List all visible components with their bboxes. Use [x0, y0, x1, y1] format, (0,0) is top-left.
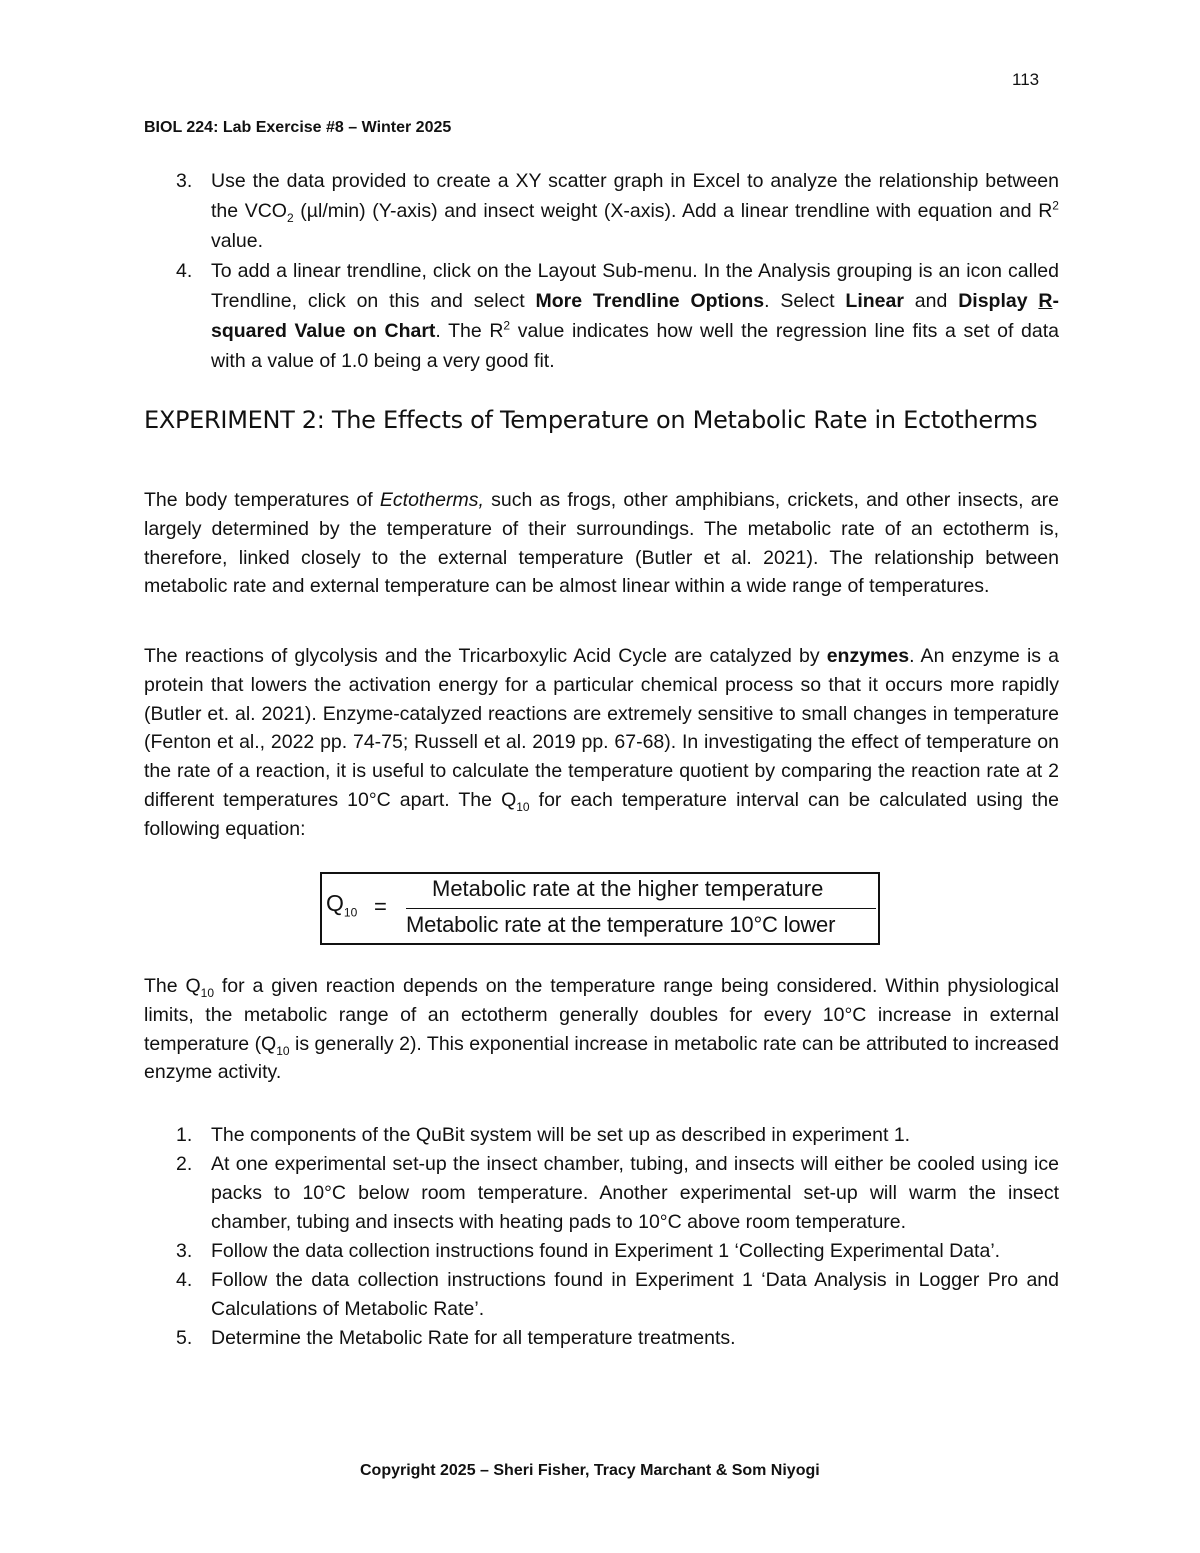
equation-denominator: Metabolic rate at the temperature 10°C lower — [406, 912, 836, 937]
list-item: 3. Use the data provided to create a XY scatter graph in Excel to analyze the relationship between the $VCO_2$ (µl/min) (Y-axis) and insect weight (X-axis). Add a linear trendline with equation and $R^2$ value. — [144, 166, 1059, 256]
fraction-bar — [406, 908, 876, 909]
list-number: 4. — [176, 1269, 193, 1291]
q10-symbol: $Q_{10}$ — [326, 890, 358, 920]
equals-sign: = — [374, 894, 387, 919]
paragraph-q10: The $Q_{10}$ for a given reaction depends on the temperature range being considered. Within physiological limits, the metabolic range of an ectotherm generally doubles for every 10°C increase in external temperature ($Q_{10}$ is generally 2). This exponential increase in metabolic rate can be attributed to increased enzyme activity. — [144, 975, 1059, 1084]
list-item: 5. Determine the Metabolic Rate for all temperature treatments. — [144, 1324, 1059, 1353]
paragraph-ectotherms: The body temperatures of Ectotherms, such as frogs, other amphibians, crickets, and other insects, are largely determined by the temperature of their surroundings. The metabolic rate of an ectotherm is, therefore, linked closely to the external temperature (Butler et al. 2021). The relationship between metabolic rate and external temperature can be almost linear within a wide range of temperatures. — [144, 489, 1059, 598]
list-item: 4. Follow the data collection instructions found in Experiment 1 ‘Data Analysis in Logger Pro and Calculations of Metabolic Rate’. — [144, 1266, 1059, 1324]
list-item: 1. The components of the QuBit system will be set up as described in experiment 1. — [144, 1121, 1059, 1150]
equation-numerator: Metabolic rate at the higher temperature — [432, 876, 824, 901]
paragraph-enzymes: The reactions of glycolysis and the Tricarboxylic Acid Cycle are catalyzed by enzymes. An enzyme is a protein that lowers the activation energy for a particular chemical process so that it occurs more rapidly (Butler et. al. 2021). Enzyme-catalyzed reactions are extremely sensitive to small changes in temperature (Fenton et al., 2022 pp. 74-75; Russell et al. 2019 pp. 67-68). In investigating the effect of temperature on the rate of a reaction, it is useful to calculate the temperature quotient by comparing the reaction rate at 2 different temperatures 10°C apart. The $Q_{10}$ for each temperature interval can be calculated using the following equation: — [144, 645, 1059, 840]
copyright-footer: Copyright 2025 – Sheri Fisher, Tracy Marchant & Som Niyogi — [360, 1462, 820, 1479]
list-item: 2. At one experimental set-up the insect chamber, tubing, and insects will either be cooled using ice packs to 10°C below room temperature. Another experimental set-up will warm the insect chamber, tubing and insects with heating pads to 10°C above room temperature. — [144, 1150, 1059, 1237]
list-number: 1. — [176, 1124, 193, 1146]
section-heading: EXPERIMENT 2: The Effects of Temperature on Metabolic Rate in Ectotherms — [144, 406, 1038, 434]
list-item: 3. Follow the data collection instructions found in Experiment 1 ‘Collecting Experimental Data’. — [144, 1237, 1059, 1266]
steps-list-a — [144, 166, 1059, 376]
list-item: 4. To add a linear trendline, click on the Layout Sub-menu. In the Analysis grouping is an icon called Trendline, click on this and select More Trendline Options. Select Linear and Display R-squared Value on Chart. The $R^2$ value indicates how well the regression line fits a set of data with a value of 1.0 being a very good fit. — [144, 256, 1059, 376]
running-header: BIOL 224: Lab Exercise #8 – Winter 2025 — [144, 119, 452, 136]
list-number: 5. — [176, 1327, 193, 1349]
q10-equation-box — [320, 872, 880, 945]
list-number: 2. — [176, 1153, 193, 1175]
list-number: 3. — [176, 170, 193, 192]
page-number: 113 — [1012, 70, 1040, 89]
steps-list-b — [144, 1121, 1059, 1353]
list-number: 3. — [176, 1240, 193, 1262]
list-number: 4. — [176, 260, 193, 282]
